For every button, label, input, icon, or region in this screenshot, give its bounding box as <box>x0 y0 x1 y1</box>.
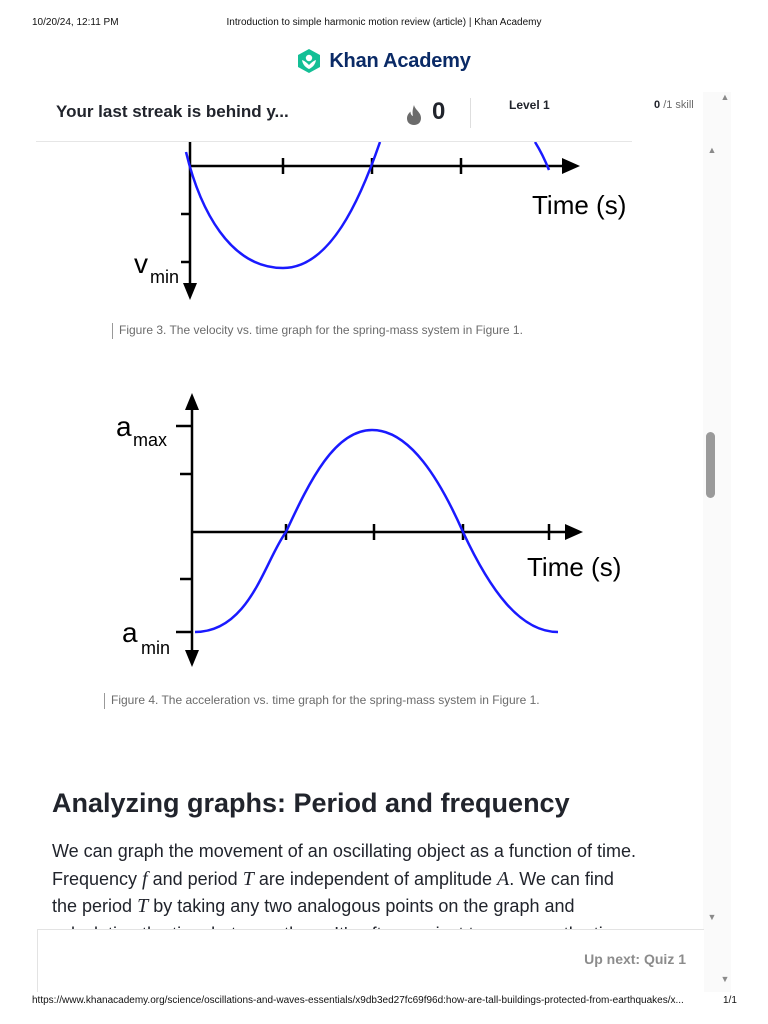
scroll-up-arrow-icon[interactable]: ▲ <box>720 92 730 102</box>
figure3-x-axis-arrowhead <box>562 158 580 174</box>
figure3-y-label-sub: min <box>150 267 180 287</box>
figure4-y-bottom-main: a <box>122 617 138 648</box>
print-datetime: 10/20/24, 12:11 PM <box>32 17 119 28</box>
section-paragraph: We can graph the movement of an oscillating object as a function of time. Frequency f and period T are independent of amplitude A. We can find the period T by taking any two analogous points on the graph and <box>52 841 636 917</box>
skill-progress[interactable]: 0 /1 skill <box>654 99 694 111</box>
velocity-time-graph <box>0 0 700 310</box>
acceleration-time-graph <box>0 380 700 680</box>
figure3-caption: Figure 3. The velocity vs. time graph for the spring-mass system in Figure 1. <box>112 323 523 339</box>
var-T: T <box>137 895 149 917</box>
print-page-title: Introduction to simple harmonic motion review (article) | Khan Academy <box>226 17 542 28</box>
figure4-y-top-main: a <box>116 411 132 442</box>
figure3-y-label-main: v <box>134 248 148 279</box>
figure4-y-axis-arrowhead <box>185 650 199 667</box>
figure3-x-label: Time (s) <box>532 190 627 220</box>
scroll-down-arrow-icon[interactable]: ▼ <box>707 912 717 922</box>
scrollbar-track[interactable] <box>703 92 731 992</box>
up-next-bar <box>37 929 704 992</box>
print-url: https://www.khanacademy.org/science/oscillations-and-waves-essentials/x9db3ed27fc69f96d:how-are-tall-buildings-protected-from-earthquakes/x... <box>32 995 684 1006</box>
caption-marker <box>112 323 113 339</box>
figure4-y-top-sub: max <box>133 430 168 450</box>
var-f: f <box>142 867 148 890</box>
var-A: A <box>497 867 510 890</box>
divider <box>470 98 471 128</box>
streak-message[interactable]: Your last streak is behind y... <box>56 102 289 121</box>
figure3-y-axis-arrowhead <box>183 283 197 300</box>
scroll-down-arrow-icon[interactable]: ▼ <box>720 974 730 984</box>
figure4-y-bottom-sub: min <box>141 638 171 658</box>
scroll-up-arrow-icon[interactable]: ▲ <box>707 145 717 155</box>
figure4-caption: Figure 4. The acceleration vs. time graph for the spring-mass system in Figure 1. <box>104 693 540 709</box>
streak-bar[interactable] <box>36 86 632 142</box>
streak-count: 0 <box>432 98 446 125</box>
level-label[interactable]: Level 1 <box>509 98 550 112</box>
flame-icon <box>404 104 424 126</box>
print-page-number: 1/1 <box>723 995 737 1006</box>
figure4-x-axis-arrowhead <box>565 524 583 540</box>
scrollbar-thumb[interactable] <box>706 432 715 498</box>
figure4-x-label: Time (s) <box>527 552 622 582</box>
figure4-y-axis-arrowhead <box>185 393 199 410</box>
up-next-button[interactable]: Up next: Quiz 1 <box>584 951 686 967</box>
caption-marker <box>104 693 105 709</box>
section-heading: Analyzing graphs: Period and frequency <box>52 788 570 818</box>
var-T: T <box>242 867 254 890</box>
brand-name: Khan Academy <box>329 49 471 72</box>
